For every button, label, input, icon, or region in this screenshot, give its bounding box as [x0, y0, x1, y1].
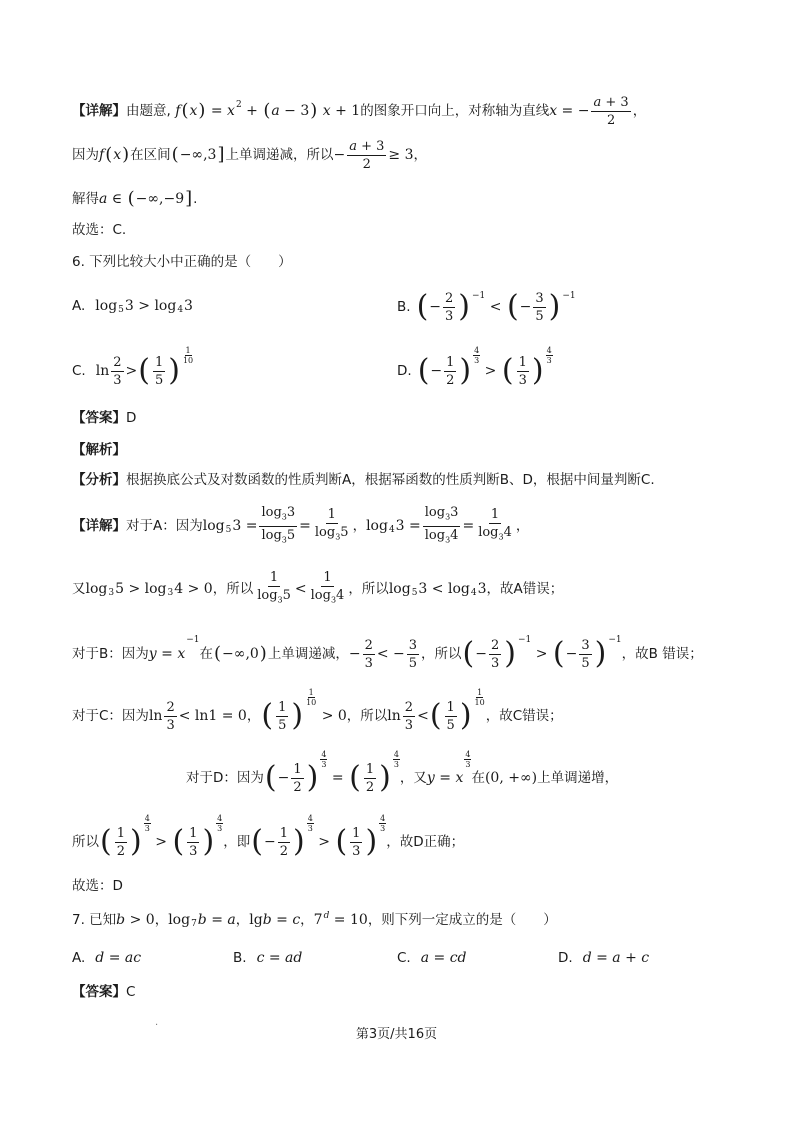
q6-stem: 6. 下列比较大小中正确的是（ ）: [72, 254, 292, 270]
q6-detail-a2: 又 log 3 5 > log 3 4 > 0 ，所以 $\frac{1}{\log_35}$ < $\frac{1}{\log_34}$ ，所以 log 5 3 < log 4 3 ，故A错误；: [72, 570, 564, 605]
q6-jiexi: 【解析】: [72, 442, 126, 458]
text: 的图象开口向上，对称轴为直线: [360, 103, 550, 119]
math-fx: f: [170, 103, 181, 119]
q6-detail-c: 对于C：因为 ln $\frac{2}{3}$ < ln1 = 0 ， ( $\frac{1}{5}$ ) $\frac{1}{10}$ > 0 ，所以 ln $\frac{2}{3}$ < ( $\frac{1}{5}$ ) $\frac{1}{10}$ ，故C错误；: [72, 688, 563, 733]
q6-option-c: C. ln $\frac{2}{3}$ > ( $\frac{1}{5}$ ) $\frac{1}{10}$: [72, 346, 194, 388]
fraction: $\frac{a + 3}{2}$: [349, 138, 385, 172]
q7-option-d: D. d = a + c: [558, 950, 650, 966]
q6-fenxi: 【分析】 根据换底公式及对数函数的性质判断A，根据幂函数的性质判断B、D，根据中间量判断C.: [72, 472, 655, 488]
page-footer: 第3页/共16页: [355, 1027, 438, 1042]
math-axis: x = −: [549, 103, 590, 119]
small-dot-mark: ·: [155, 1020, 159, 1031]
q7-answer: 【答案】 C: [72, 984, 136, 1000]
p5-answer: 故选：C.: [72, 222, 127, 238]
q7-stem: 7. 已知 b > 0 ， log 7 b = a ， lgb = c ， 7 d = 10 ，则下列一定成立的是（ ）: [72, 911, 557, 929]
math-set: a ∈: [99, 191, 127, 207]
q6-detail-d: 对于D：因为 ( − $\frac{1}{2}$ ) $\frac{4}{3}$ = ( $\frac{1}{2}$ ) $\frac{4}{3}$ ，又 y = x $\frac{4}{3}$ 在 (0, +∞) 上单调递增，: [186, 750, 619, 795]
q6-detail-d2: 所以 ( $\frac{1}{2}$ ) $\frac{4}{3}$ > ( $\frac{1}{3}$ ) $\frac{4}{3}$ ，即 ( − $\frac{1}{2}$ ) $\frac{4}{3}$ > ( $\frac{1}{3}$ ) $\frac{4}{3}$ ，故D正确；: [72, 814, 465, 859]
q6-detail-b: 对于B：因为 y = x −1 在 ( −∞,0 ) 上单调递减， − $\frac{2}{3}$ < − $\frac{3}{5}$ ，所以 ( − $\frac{2}{3}$ ) −1 > ( − $\frac{3}{5}$ ) −1 ，故B 错误；: [72, 635, 703, 671]
p5-line-3: 解得 a ∈ ( −∞,−9 ] .: [72, 188, 198, 209]
q6-detail-a: 【详解】 对于A：因为 log 5 3 = $\frac{\log_33}{\log_35}$ = $\frac{1}{\log_35}$ ， log 4 3 = $\frac{\log_33}{\log_34}$ = $\frac{1}{\log_34}$ ，: [72, 504, 530, 545]
detail-tag: 【详解】: [72, 103, 126, 119]
q6-answer-line: 故选：D: [72, 878, 123, 894]
q7-option-a: A. d = ac: [72, 950, 142, 966]
q6-option-d: D. ( − $\frac{1}{2}$ ) $\frac{4}{3}$ > ( $\frac{1}{3}$ ) $\frac{4}{3}$: [397, 346, 552, 388]
math-interval: −∞,3: [179, 147, 217, 163]
q7-option-c: C. a = cd: [397, 950, 467, 966]
p5-line-1: 【详解】 由题意, f ( x ) = x 2 + ( a − 3 ) x + 1 的图象开口向上，对称轴为直线 x = − $\frac{a + 3}{2}$ ，: [72, 94, 647, 128]
text: 由题意,: [126, 103, 171, 119]
q7-option-b: B. c = ad: [233, 950, 303, 966]
fraction: $\frac{a + 3}{2}$: [593, 94, 629, 128]
q6-answer: 【答案】 D: [72, 410, 137, 426]
q6-option-b: B. ( − $\frac{2}{3}$ ) −1 < ( − $\frac{3}{5}$ ) −1: [397, 289, 576, 324]
q6-option-a: A. log 5 3 > log 4 3: [72, 298, 193, 315]
p5-line-2: 因为 f ( x ) 在区间 ( −∞,3 ] 上单调递减，所以 − $\frac{a + 3}{2}$ ≥ 3 ，: [72, 138, 427, 172]
math-expr: = x: [206, 103, 235, 119]
